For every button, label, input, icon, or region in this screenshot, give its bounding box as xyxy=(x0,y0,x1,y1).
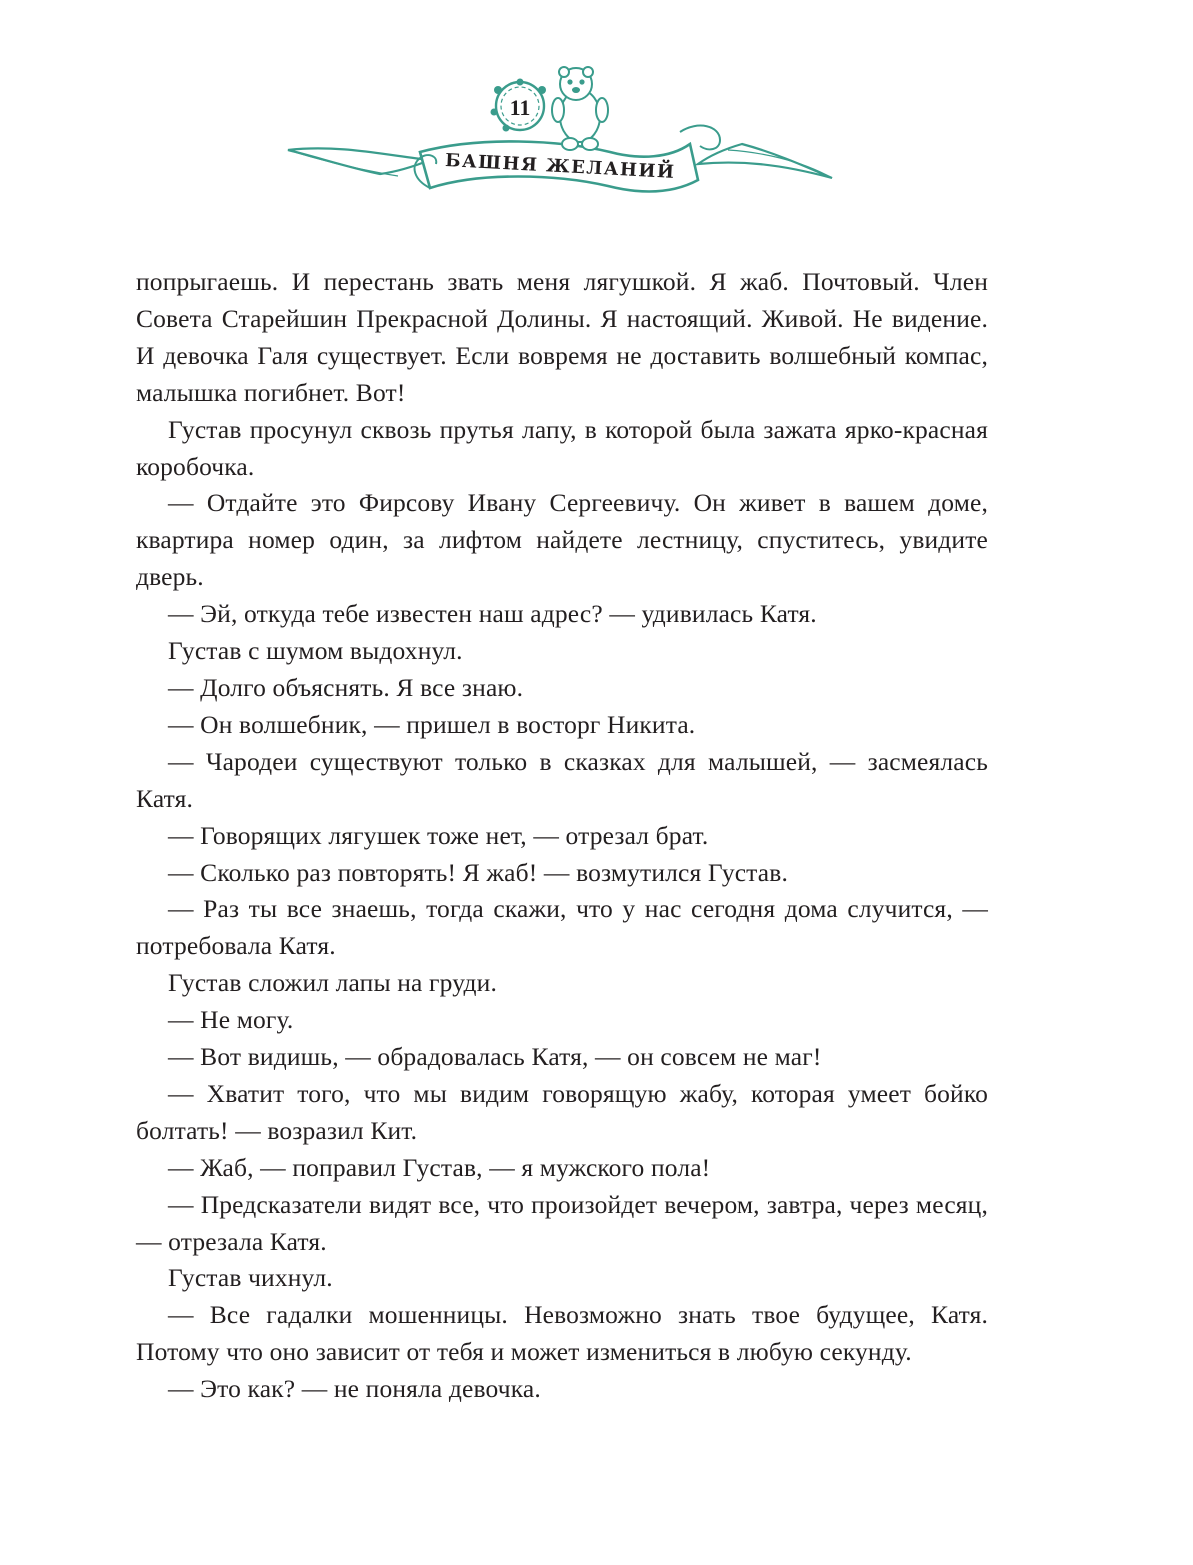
page-text xyxy=(136,264,988,1408)
paragraph: — Жаб, — поправил Густав, — я мужского пола! xyxy=(168,1152,711,1182)
paragraph: — Чародеи существуют только в сказках для малышей, — засмеялась Катя. xyxy=(136,746,988,813)
paragraph: — Говорящих лягушек тоже нет, — отрезал брат. xyxy=(168,820,709,850)
paragraph: — Предсказатели видят все, что произойдет вечером, завтра, через месяц, — отрезала Катя. xyxy=(136,1189,988,1256)
paragraph: Густав сложил лапы на груди. xyxy=(168,968,497,998)
paragraph: Густав просунул сквозь прутья лапу, в которой была зажата ярко-красная коробочка. xyxy=(136,414,988,481)
chapter-number: 11 xyxy=(509,95,531,120)
paragraph: — Вот видишь, — обрадовалась Катя, — он совсем не маг! xyxy=(168,1042,822,1072)
paragraph: — Долго объяснять. Я все знаю. xyxy=(168,672,524,702)
paragraph: — Сколько раз повторять! Я жаб! — возмутился Густав. xyxy=(168,857,788,887)
paragraph: Густав чихнул. xyxy=(168,1263,333,1293)
paragraph: — Отдайте это Фирсову Ивану Сергеевичу. Он живет в вашем доме, квартира номер один, за лифтом найдете лестницу, спуститесь, увидите дверь. xyxy=(136,488,988,592)
chapter-header-art xyxy=(280,60,840,230)
paragraph: — Он волшебник, — пришел в восторг Никита. xyxy=(168,709,696,739)
paragraph: попрыгаешь. И перестань звать меня лягушкой. Я жаб. Почтовый. Член Совета Старейшин Прекрасной Долины. Я настоящий. Живой. Не видение. И девочка Галя существует. Если вовремя не доставить волшебный компас, малышка погибнет. Вот! xyxy=(136,267,988,407)
paragraph: — Это как? — не поняла девочка. xyxy=(168,1374,541,1404)
bear-icon xyxy=(552,67,608,150)
paragraph: — Все гадалки мошенницы. Невозможно знать твое будущее, Катя. Потому что оно зависит от тебя и может измениться в любую секунду. xyxy=(136,1300,988,1367)
paragraph: — Эй, откуда тебе известен наш адрес? — удивилась Катя. xyxy=(168,599,817,629)
paragraph: — Не могу. xyxy=(168,1005,294,1035)
chapter-title: БАШНЯ ЖЕЛАНИЙ xyxy=(444,149,676,184)
paragraph: — Раз ты все знаешь, тогда скажи, что у нас сегодня дома случится, — потребовала Катя. xyxy=(136,894,988,961)
chapter-header xyxy=(280,60,840,230)
ribbon-right-tail xyxy=(698,144,832,178)
ribbon-left-tail xyxy=(288,148,430,174)
paragraph: Густав с шумом выдохнул. xyxy=(168,636,463,666)
paragraph: — Хватит того, что мы видим говорящую жабу, которая умеет бойко болтать! — возразил Кит. xyxy=(136,1078,988,1145)
